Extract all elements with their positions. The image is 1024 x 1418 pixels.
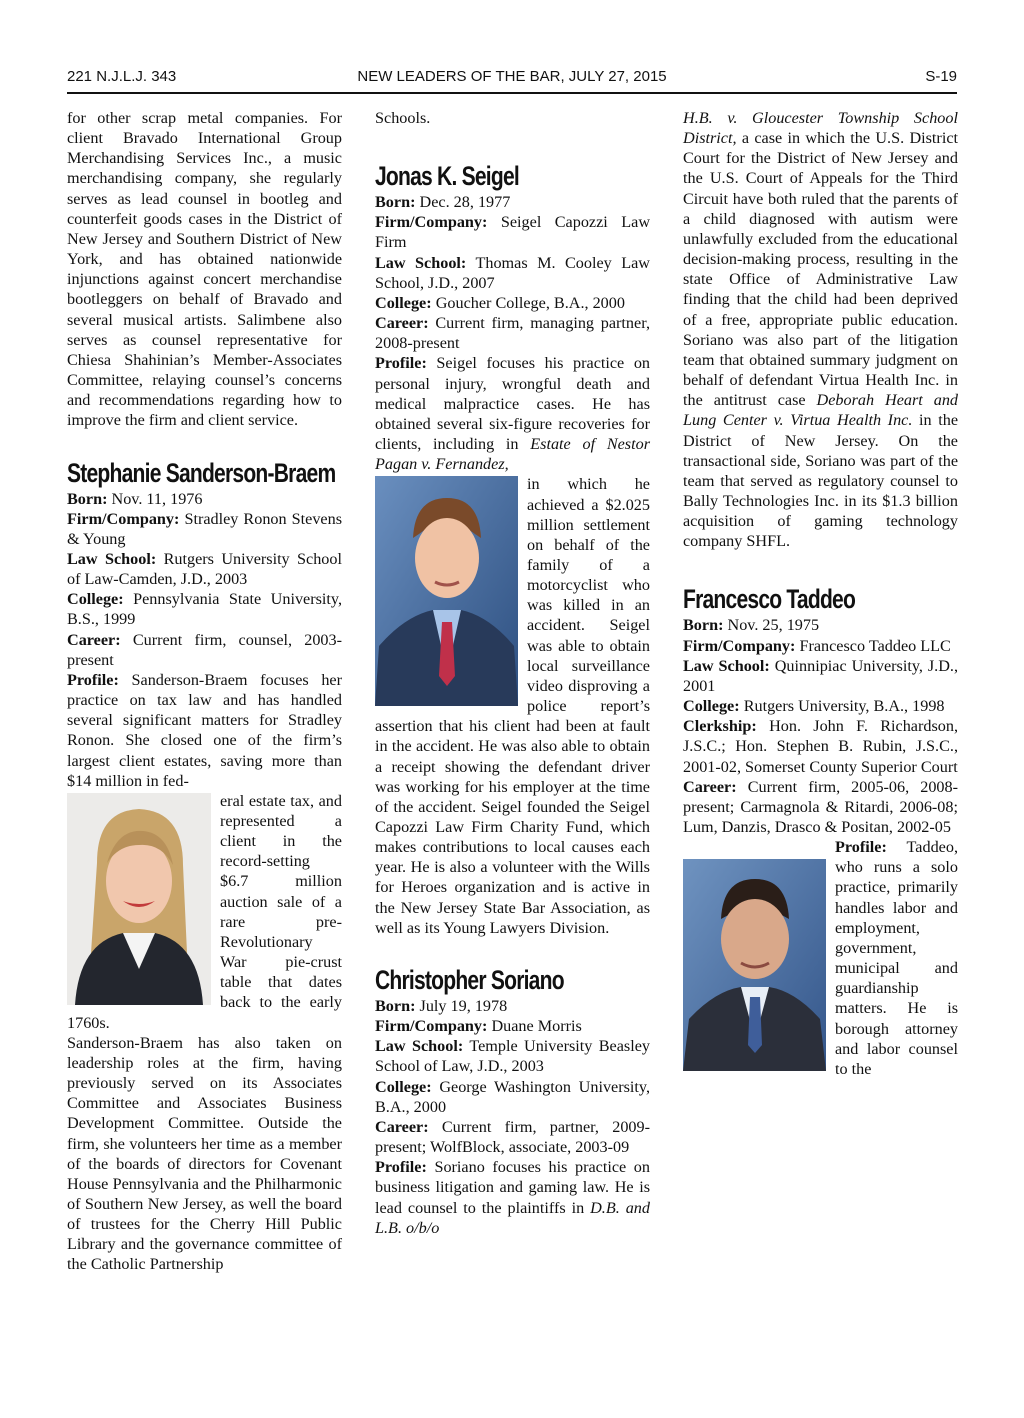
profile-field: Profile: Taddeo, who runs a solo practice, primarily handles labor and employment, government, municipal and guardianship matters. He is borough attorney and labor counsel to the xyxy=(835,838,958,1078)
career-field: Career: Current firm, partner, 2009-present; WolfBlock, associate, 2003-09 xyxy=(375,1117,650,1157)
law-school-field: Law School: Quinnipiac University, J.D., 2001 xyxy=(683,656,958,695)
firm-field: Firm/Company: Francesco Taddeo LLC xyxy=(683,636,951,655)
profile-continued-2: Sanderson-Braem has also taken on leadership roles at the firm, having previously served on its Associates Committee and Associates Business Development Committee. Outside the firm, she volunteers her time as a member of the boards of directors for Covenant House Pennsylvania and the Philharmonic of Southern New Jersey, as well the board of trustees for the Cherry Hill Public Library and the governance committee of the Catholic Partnership xyxy=(67,1033,342,1274)
clerkship-field: Clerkship: Hon. John F. Richardson, J.S.C.; Hon. Stephen B. Rubin, J.S.C., 2001-02, Somerset County Superior Court xyxy=(683,717,958,776)
profile-field: Profile: Sanderson-Braem focuses her practice on tax law and has handled several significant matters for Stradley Ronon. She closed one of the firm’s largest client estates, saving more than $14 million in fed- xyxy=(67,670,342,790)
column-3 xyxy=(683,108,958,1079)
case-name-cont: H.B. v. Gloucester Township School District, xyxy=(683,109,958,148)
case-name: Estate of Nestor Pagan v. Fernandez, xyxy=(375,435,650,474)
law-school-field: Law School: Thomas M. Cooley Law School, J.D., 2007 xyxy=(375,253,650,292)
case-name-partial: D.B. and L.B. o/b/o xyxy=(375,1198,650,1237)
continued-profile-text: for other scrap metal companies. For client Bravado International Group Merchandising Services Inc., a music merchandising company, she regularly serves as lead counsel in bootleg and counterfeit goods cases in the District of New Jersey and Southern District of New York, and has obtained nationwide injunctions against concert merchandise bootleggers on behalf of Bravado and several musical artists. Salimbene also serves as counsel representative for Chiesa Shahinian’s Member-Associates Committee, relaying counsel’s concerns and recommendations regarding how to improve the firm and client service. xyxy=(67,109,342,430)
running-header xyxy=(67,66,957,94)
college-field: College: Pennsylvania State University, B.S., 1999 xyxy=(67,590,342,629)
profile-name: Christopher Soriano xyxy=(375,964,564,995)
portrait-photo xyxy=(67,793,211,1005)
firm-field: Firm/Company: Seigel Capozzi Law Firm xyxy=(375,213,651,252)
profile-continued: in which he achieved a $2.025 million settlement on behalf of the family of a motorcyclist who was killed in an accident. Seigel was able to obtain local surveillance video disproving a police report’s assertion that his client had been at fault in the accident. He was also able to obtain a receipt showing the defendant driver was working for his employer at the time of the accident. Seigel founded the Seigel Capozzi Law Firm Charity Fund, which makes contributions to local causes each year. He is also a volunteer with the Wills for Heroes organization and is active in the New Jersey State Bar Association, as well as its Young Lawyers Division. xyxy=(375,475,650,937)
profile-field: Profile: Soriano focuses his practice on business litigation and gaming law. He is lead counsel to the plaintiffs in D.B. and L.B. o/b/o xyxy=(375,1158,650,1237)
column-2 xyxy=(375,108,650,1238)
profile-name: Stephanie Sanderson-Braem xyxy=(67,457,336,488)
born-field: Born: Nov. 25, 1975 xyxy=(683,616,820,635)
law-school-field: Law School: Temple University Beasley School of Law, J.D., 2003 xyxy=(375,1037,650,1076)
profile-name: Francesco Taddeo xyxy=(683,584,856,615)
profile-continued: H.B. v. Gloucester Township School District, a case in which the U.S. District Court for the District of New Jersey and the U.S. Court of Appeals for the Third Circuit have both ruled that the parents of a child diagnosed with autism were unlawfully excluded from the educational decision-making process, resulting in the state Office of Administrative Law finding that the child had been deprived of a free, appropriate public education. Soriano was also part of the litigation team that obtained summary judgment on behalf of defendant Virtua Health Inc. in the antitrust case Deborah Heart and Lung Center v. Virtua Health Inc. in the District of New Jersey. On the transactional side, Soriano was part of the team that served as regulatory counsel to Bally Technologies Inc. in its $1.3 billion acquisition of gaming technology company SHFL. xyxy=(683,109,959,551)
portrait-photo xyxy=(683,859,826,1071)
profile-name: Jonas K. Seigel xyxy=(375,161,519,192)
career-field: Career: Current firm, counsel, 2003-present xyxy=(67,630,342,669)
born-field: Born: Dec. 28, 1977 xyxy=(375,193,511,212)
profile-field: Profile: Seigel focuses his practice on personal injury, wrongful death and medical malpractice cases. He has obtained several six-figure recoveries for clients, including in Estate of Nestor Pagan v. Fernandez, xyxy=(375,354,651,474)
born-field: Born: July 19, 1978 xyxy=(375,996,508,1015)
career-field: Career: Current firm, 2005-06, 2008-present; Carmagnola & Ritardi, 2006-08; Lum, Danzis, Drasco & Positan, 2002-05 xyxy=(683,777,958,836)
publication-title: NEW LEADERS OF THE BAR, JULY 27, 2015 xyxy=(357,68,667,85)
born-field: Born: Nov. 11, 1976 xyxy=(67,489,203,508)
career-field: Career: Current firm, managing partner, 2008-present xyxy=(375,314,650,353)
profile-continued: eral estate tax, and represented a client in the record-setting $6.7 million auction sale of a rare pre-Revolutionary War pie-crust table that dates back to the early 1760s. xyxy=(67,791,342,1032)
firm-field: Firm/Company: Duane Morris xyxy=(375,1017,582,1036)
continued-text: Schools. xyxy=(375,109,431,127)
firm-field: Firm/Company: Stradley Ronon Stevens & Young xyxy=(67,509,342,548)
page-number: S-19 xyxy=(925,68,957,85)
column-1 xyxy=(67,108,342,1275)
college-field: College: George Washington University, B.A., 2000 xyxy=(375,1077,650,1116)
citation: 221 N.J.L.J. 343 xyxy=(67,68,177,85)
law-school-field: Law School: Rutgers University School of Law-Camden, J.D., 2003 xyxy=(67,549,342,589)
college-field: College: Goucher College, B.A., 2000 xyxy=(375,293,625,312)
case-name: Deborah Heart and Lung Center v. Virtua Health Inc. xyxy=(683,391,959,430)
portrait-photo xyxy=(375,476,518,706)
college-field: College: Rutgers University, B.A., 1998 xyxy=(683,697,945,716)
